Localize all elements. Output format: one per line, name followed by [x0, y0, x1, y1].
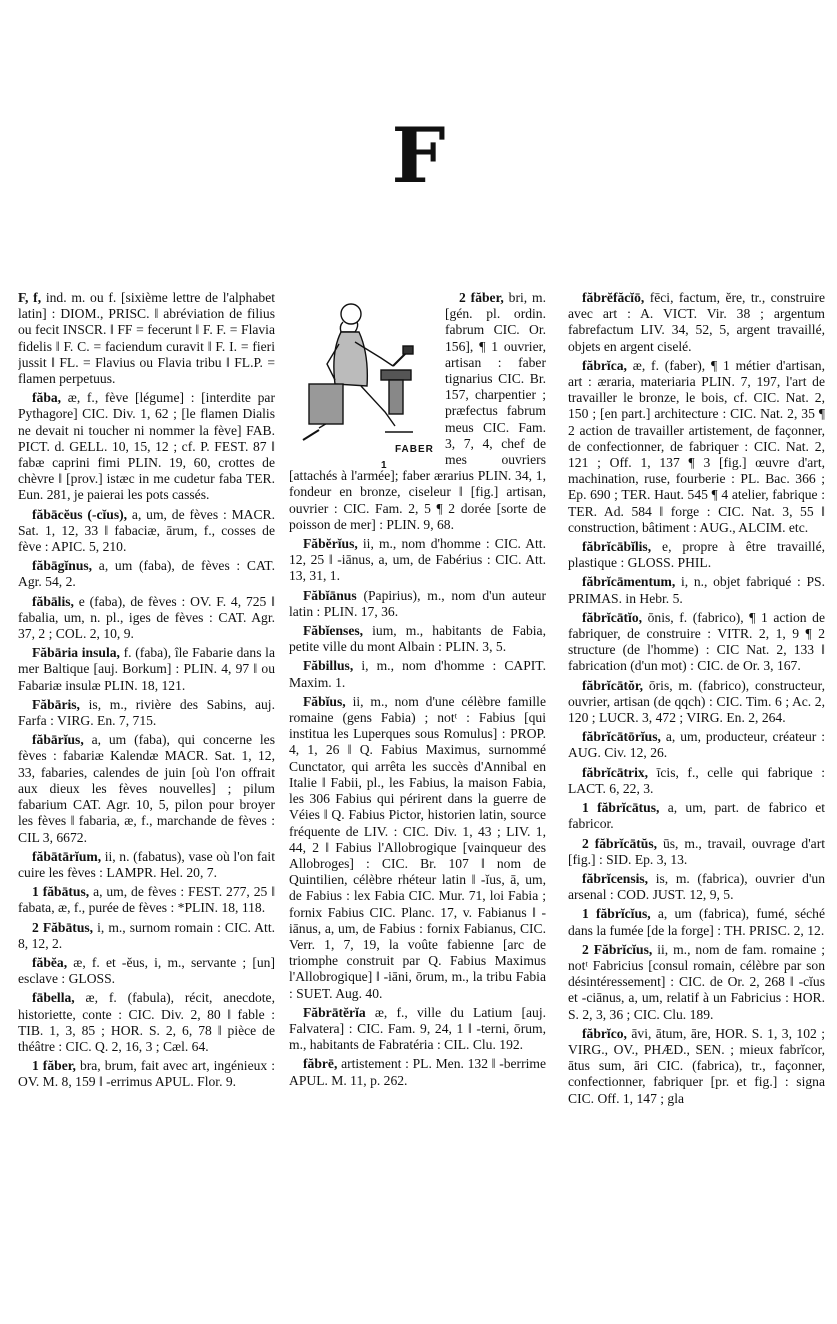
entry-fabricensis — [568, 871, 825, 903]
definition: ūs, m., travail, ouvrage d'art [fig.] : SID. Ep. 3, 13. — [568, 835, 825, 867]
figure-caption: FABER 1 — [381, 444, 434, 472]
definition: i, m., nom d'homme : CAPIT. Maxim. 1. — [289, 658, 546, 690]
definition: æ, f. (fabula), récit, anecdote, historiette, conte : CIC. Div. 2, 80 ‖ fable : TIB. 1, 3, 85 ; HOR. S. 2, 6, 78 ‖ pièce de théâtre : CIC. Q. 2, 16, 3 ; Cæl. 64. — [18, 990, 275, 1054]
definition: æ, f., fève [légume] : [interdite par Pythagore] CIC. Div. 1, 62 ; [le flamen Dialis ne devait ni toucher ni nommer la fève] FAB. PICT. d. GELL. 10, 15, 12 ; cf. P. FEST. 87 ‖ fabæ caprini fimi PLIN. 19, 60, crottes de chèvre ‖ [prov.] istæc in me cudetur faba TER. Eun. 281, je paierai les pots cassés. — [18, 390, 275, 503]
entry-1-fabricius — [568, 906, 825, 938]
headword: făbrĭcātrix, — [582, 764, 649, 780]
definition: ii, n. (fabatus), vase où l'on fait cuire les fèves : LAMPR. Hel. 20, 7. — [18, 848, 275, 880]
headword: F, f, — [18, 290, 42, 305]
headword: Făbāria insula, — [32, 645, 120, 661]
entry-fabius — [289, 694, 546, 1002]
entry-fabaria-insula — [18, 645, 275, 694]
definition: āvi, ātum, āre, HOR. S. 1, 3, 102 ; VIRG., OV., PHÆD., SEN. ; mieux fabrĭcor, ātus sum, āri CIC. (fabrica), tr., façonner, confectionner, fabriquer [pr. et fig.] : signa CIC. Off. 1, 147 ; gla — [568, 1025, 825, 1106]
definition: ii, m., nom de fam. romaine ; notᵗ Fabricius [consul romain, célèbre par son désintéressement] : CIC. de Or. 2, 268 ‖ -cĭus et -ciānus, a, um, relatif à un Fabricius : HOR. S. 2, 3, 36 ; CIC. Clu. 189. — [568, 941, 825, 1022]
definition: e (faba), de fèves : OV. F. 4, 725 ‖ fabalia, um, n. pl., iges de fèves : CAT. Agr. 37, 2 ; COL. 2, 10, 9. — [18, 593, 275, 642]
entry-fabrico — [568, 1026, 825, 1107]
entry-fabricabilis — [568, 539, 825, 571]
entry-fabalis — [18, 594, 275, 643]
definition: artistement : PL. Men. 132 ‖ -berrime APUL. M. 11, p. 262. — [289, 1056, 546, 1088]
faber-illustration — [289, 292, 439, 472]
headword: făbārĭus, — [32, 732, 84, 748]
headword: făbālis, — [32, 593, 74, 609]
headword: 1 făber, — [32, 1058, 76, 1074]
entry-2-fabatus — [18, 920, 275, 952]
headword: făbrĭcāmentum, — [582, 574, 676, 590]
definition: bra, brum, fait avec art, ingénieux : OV. M. 8, 159 ‖ -errimus APUL. Flor. 9. — [18, 1058, 275, 1090]
entry-2-fabricatus — [568, 836, 825, 868]
entry-fabricamentum — [568, 574, 825, 606]
entry-faberius — [289, 536, 546, 585]
entry-fabaris — [18, 697, 275, 729]
headword: făbātārĭum, — [32, 848, 102, 864]
entry-fabricatio — [568, 610, 825, 675]
headword: 1 făbātus, — [32, 884, 90, 900]
entry-fabrateria — [289, 1005, 546, 1054]
headword: făbrĭco, — [582, 1025, 627, 1041]
entry-2-faber — [289, 290, 546, 533]
entry-fabaceus-cius — [18, 507, 275, 556]
definition: a, um, de fèves : MACR. Sat. 1, 12, 33 ‖ fabaciæ, ārum, f., cosses de fève : APIC. 5, 210. — [18, 506, 275, 555]
entry-fabrica — [568, 358, 825, 536]
entry-fabea — [18, 955, 275, 987]
entry-2-fabricius — [568, 942, 825, 1023]
entry-f-f — [18, 290, 275, 387]
column-2 — [289, 290, 546, 1320]
column-1 — [18, 290, 275, 1320]
definition: bri, m. [gén. pl. ordin. fabrum CIC. Or. 156], ¶ 1 ouvrier, artisan : faber tignarius CIC. Br. 157, charpentier ; præfectus fabrum meus CIC. Fam. 3, 7, 4, chef de mes ouvriers [attachés à l'armée]; faber ærarius PLIN. 34, 1, fondeur en bronze, ciseleur ‖ [fig.] artisan, ouvrier : CIC. Fam. 2, 5 ¶ 2 dorée [sorte de poisson de mer] : PLIN. 9, 68. — [289, 290, 546, 532]
definition: ōris, m. (fabrico), constructeur, ouvrier, artisan (de qqch) : CIC. Tim. 6 ; Ac. 2, 120 ; LUCR. 3, 472 ; VIRG. En. 2, 264. — [568, 677, 825, 726]
headword: fābella, — [32, 990, 75, 1006]
headword: Făbrātĕrĭa — [303, 1004, 366, 1020]
entry-1-fabatus — [18, 884, 275, 916]
headword: făbrĭcensis, — [582, 870, 649, 886]
headword: făbrĭcātŏr, — [582, 677, 644, 693]
entry-fabillus — [289, 658, 546, 690]
headword: 2 făbrĭcātŭs, — [582, 835, 658, 851]
headword: 2 Făbrĭcĭus, — [582, 941, 653, 957]
entry-fabricator — [568, 678, 825, 727]
headword: făbrĕfăcĭō, — [582, 290, 645, 305]
entry-fabella — [18, 990, 275, 1055]
definition: ōnis, f. (fabrico), ¶ 1 action de fabriquer, de construire : VITR. 2, 1, 9 ¶ 2 structure (de l'homme) : CIC Nat. 2, 133 ‖ fabrication (d'un mot) : CIC. de Or. 3, 167. — [568, 609, 825, 674]
entry-fabricatrix — [568, 765, 825, 797]
definition: īcis, f., celle qui fabrique : LACT. 6, 22, 3. — [568, 764, 825, 796]
headword: făbrē, — [303, 1056, 338, 1072]
headword: făbrĭcābĭlis, — [582, 539, 652, 555]
definition: i, n., objet fabriqué : PS. PRIMAS. in Hebr. 5. — [568, 574, 825, 606]
headword: Făbĕrĭus, — [303, 536, 358, 552]
headword: 2 făber, — [459, 290, 504, 305]
headword: făbrĭca, — [582, 357, 627, 373]
definition: a, um, part. de fabrico et fabricor. — [568, 800, 825, 832]
definition: ind. m. ou f. [sixième lettre de l'alphabet latin] : DIOM., PRISC. ‖ abréviation de filius ou fecit INSCR. ‖ FF = fecerunt ‖ F. F. = Flavia fidelis ‖ F. C. = faciendum curavit ‖ F. I. = fieri jussit ‖ FL. = Flavius ou Flavia tribu ‖ FL.P. = flamen perpetuus. — [18, 290, 275, 387]
headword: făba, — [32, 390, 62, 406]
headword: Făbĭānus — [303, 587, 357, 603]
entry-fabricatorius — [568, 729, 825, 761]
headword: făbrĭcātĭo, — [582, 609, 643, 625]
entry-1-faber — [18, 1058, 275, 1090]
entry-fabarius — [18, 732, 275, 845]
definition: ii, m., nom d'une célèbre famille romaine (gens Fabia) ; notᵗ : Fabius [qui institua les Luperques sous Romulus] : PROP. 4, 1, 26 ‖ Q. Fabius Maximus, surnommé Cunctator, qui arrêta les succès d'Annibal en Italie ‖ Fabii, pl., les Fabius, la maison Fabia, les 306 Fabius qui périrent dans la guerre de Véies ‖ Q. Fabius Pictor, historien latin, source fréquente de LIV. : CIC. Div. 1, 43 ; LIV. 1, 44, 2 ‖ Fabius l'Allobrogique [vainqueur des Allobroges] : CIC. Br. 107 ‖ nom de Quintilien, célèbre rhéteur latin ‖ -ĭus, ā, um, de Fabius : lex Fabia CIC. Mur. 71, loi Fabia ; fornix Fabius CIC. Planc. 17, v. Fabianus ‖ -iānus, a, um, de Fabius : fornix Fabianus, CIC. Verr. 1, 7, 19, la voûte fabienne [arc de triomphe construit par Q. Fabius Maximus l'Allobrogique] ‖ -iāni, ōrum, m., la tribu Fabia : SUET. Aug. 40. — [289, 693, 546, 1001]
definition: ii, m., nom d'homme : CIC. Att. 12, 25 ‖ -iānus, a, um, de Fabérius : CIC. Att. 13, 31, 1. — [289, 536, 546, 584]
definition: is, m., rivière des Sabins, auj. Farfa : VIRG. En. 7, 715. — [18, 696, 275, 729]
entry-fabre — [289, 1056, 546, 1088]
headword: 2 Făbātus, — [32, 919, 94, 935]
entry-fabaginus — [18, 558, 275, 590]
definition: f. (faba), île Fabarie dans la mer Baltique [auj. Borkum] : PLIN. 4, 97 ‖ ou Fabariæ insulæ PLIN. 18, 121. — [18, 645, 275, 693]
entry-fabienses — [289, 623, 546, 655]
headword: Făbāris, — [32, 696, 80, 712]
definition: a, um (faba), qui concerne les fèves : fabariæ Kalendæ MACR. Sat. 1, 12, 33, fabaries, calendes de juin [où l'on offrait aux dieux les fèves nouvelles] ; pilum fabarium CAT. Agr. 10, 5, pilon pour broyer les fèves ‖ fabaria, æ, f., marchande de fèves : CIL 3, 6672. — [18, 732, 275, 845]
definition: fēci, factum, ĕre, tr., construire avec art : A. VICT. Vir. 38 ; argentum fabrefactum LIV. 34, 52, 5, argent travaillé, objets en argent ciselé. — [568, 290, 825, 354]
section-letter: F — [391, 111, 446, 200]
entry-fabrefacio — [568, 290, 825, 355]
headword: făbĕa, — [32, 954, 68, 970]
headword: făbrĭcātōrĭus, — [582, 729, 661, 745]
definition: ium, m., habitants de Fabia, petite ville du mont Albain : PLIN. 3, 5. — [289, 623, 546, 655]
headword: Făbillus, — [303, 658, 354, 674]
definition: is, m. (fabrica), ouvrier d'un arsenal : COD. JUST. 12, 9, 5. — [568, 870, 825, 903]
definition: æ, f., ville du Latium [auj. Falvatera] : CIC. Fam. 9, 24, 1 ‖ -terni, ōrum, m., habitants de Fabratéria : CIL. Clu. 192. — [289, 1004, 546, 1053]
entry-fabatarium — [18, 849, 275, 881]
definition: a, um (faba), de fèves : CAT. Agr. 54, 2. — [18, 558, 275, 590]
entry-fabianus — [289, 588, 546, 620]
definition: æ, f. et -ĕus, i, m., servante ; [un] esclave : GLOSS. — [18, 954, 275, 987]
headword: 1 făbrĭcĭus, — [582, 906, 651, 922]
column-3 — [568, 290, 825, 1320]
headword: 1 făbrĭcātus, — [582, 800, 660, 816]
entry-1-fabricatus — [568, 800, 825, 832]
definition: a, um, producteur, créateur : AUG. Civ. 12, 26. — [568, 729, 825, 761]
headword: Făbĭenses, — [303, 623, 364, 639]
headword: Făbĭus, — [303, 693, 346, 709]
definition: e, propre à être travaillé, plastique : GLOSS. PHIL. — [568, 539, 825, 571]
definition: a, um (fabrica), fumé, séché dans la fumée [de la forge] : TH. PRISC. 2, 12. — [568, 906, 825, 938]
headword: făbāgĭnus, — [32, 558, 93, 574]
definition: a, um, de fèves : FEST. 277, 25 ‖ fabata, æ, f., purée de fèves : *PLIN. 18, 118. — [18, 884, 275, 916]
definition: (Papirius), m., nom d'un auteur latin : PLIN. 17, 36. — [289, 587, 546, 619]
definition: i, m., surnom romain : CIC. Att. 8, 12, 2. — [18, 919, 275, 951]
entry-faba — [18, 390, 275, 503]
headword: făbācĕus (-cĭus), — [32, 506, 128, 522]
definition: æ, f. (faber), ¶ 1 métier d'artisan, art : æraria, materiaria PLIN. 7, 197, l'art de travailler le bronze, le bois, cf. CIC. Nat. 2, 150 ; [en part.] architecture : CIC. Nat. 2, 35 ¶ 2 action de travailler artistement, de façonner, de confectionner, de fabriquer : CIC. Nat. 2, 121 ; Off. 1, 137 ¶ 3 [fig.] œuvre d'art, machination, ruse, fourberie : PL. Bac. 366 ; Ep. 690 ; TER. Haut. 545 ¶ 4 atelier, fabrique : TER. Ad. 584 ‖ forge : CIC. Nat. 3, 55 ‖ construction, bâtiment : AUG., ALCIM. etc. — [568, 357, 825, 535]
